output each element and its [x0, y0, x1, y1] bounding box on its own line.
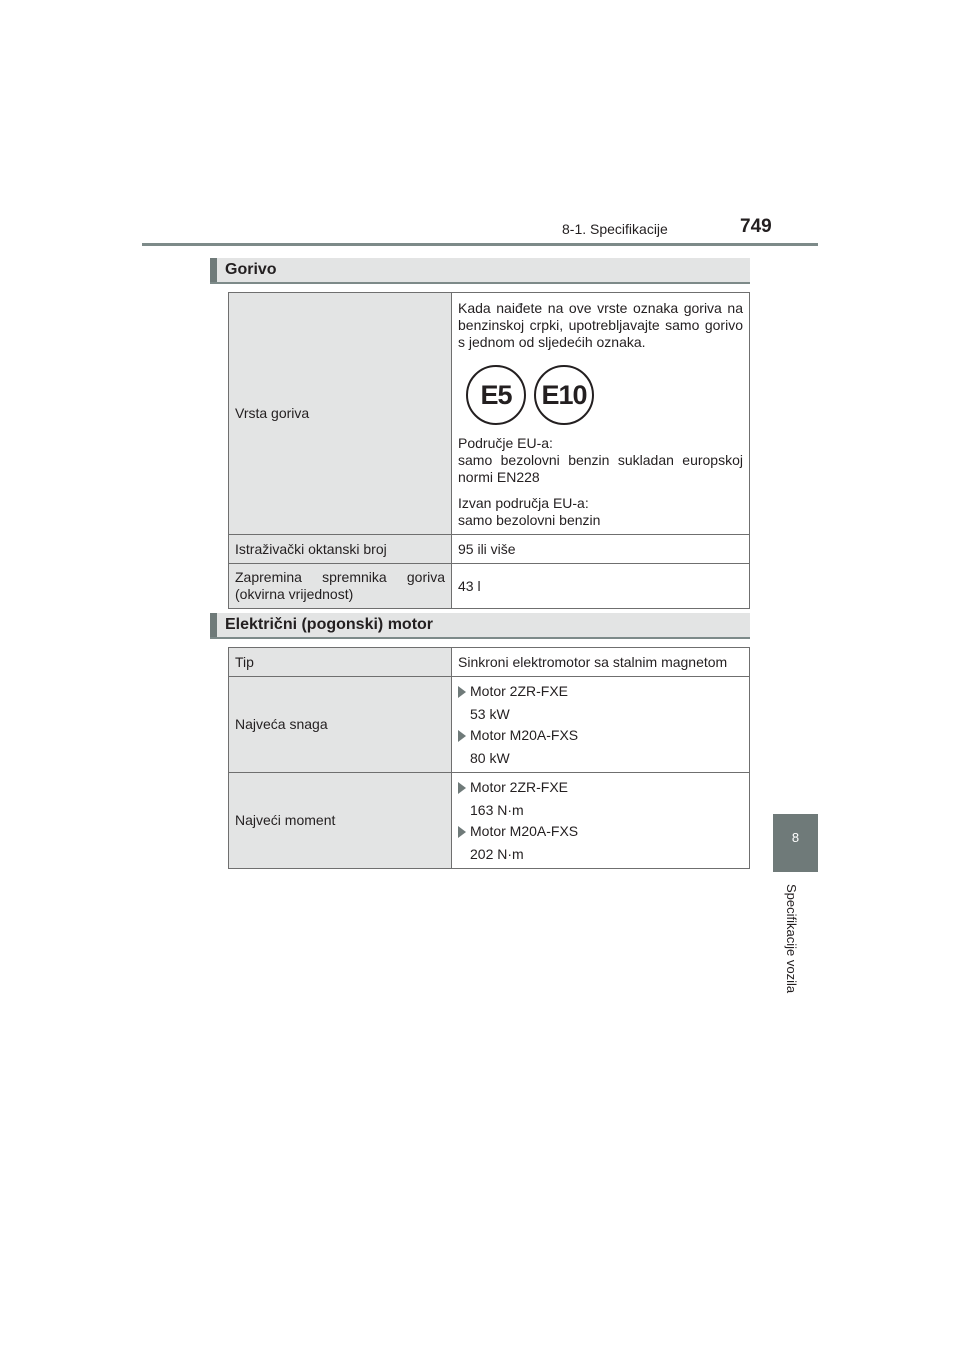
- table-row: [229, 773, 750, 869]
- power-model-1: Motor 2ZR-FXE: [470, 683, 569, 699]
- fuel-section-title: Gorivo: [225, 261, 277, 278]
- power-model-2: Motor M20A-FXS: [470, 727, 579, 743]
- octane-value: 95 ili više: [452, 535, 750, 564]
- table-row: [229, 293, 750, 535]
- list-item: [458, 821, 743, 843]
- power-value: [452, 677, 750, 773]
- fuel-table: [228, 292, 750, 609]
- e5-badge-icon: E5: [466, 365, 526, 425]
- motor-section-title: Električni (pogonski) motor: [225, 616, 434, 633]
- bullet-triangle-icon: [458, 686, 466, 698]
- motor-section-heading: [210, 613, 750, 639]
- page-number: 749: [740, 216, 772, 237]
- fuel-type-intro: Kada naiđete na ove vrste oznaka goriva na benzinskoj crpki, upotrebljavajte samo gorivo s jednom od sljedećih oznaka.: [458, 300, 743, 350]
- section-title: 8-1. Specifikacije: [562, 221, 668, 237]
- e10-badge-icon: E10: [534, 365, 594, 425]
- eu-text: samo bezolovni benzin sukladan europskoj normi EN228: [458, 452, 743, 485]
- motor-table: [228, 647, 750, 869]
- list-item: [458, 725, 743, 747]
- bullet-triangle-icon: [458, 782, 466, 794]
- chapter-number: 8: [791, 830, 800, 845]
- torque-label: Najveći moment: [229, 773, 452, 869]
- chapter-label: Specifikacije vozila: [784, 884, 799, 994]
- header-divider: [142, 243, 818, 246]
- fuel-section-heading: [210, 258, 750, 284]
- table-row: [229, 677, 750, 773]
- eu-heading: Područje EU-a:: [458, 435, 553, 451]
- octane-label: Istraživački oktanski broj: [229, 535, 452, 564]
- motor-type-value: Sinkroni elektromotor sa stalnim magnetom: [452, 648, 750, 677]
- torque-value: [452, 773, 750, 869]
- power-value-2: 80 kW: [470, 749, 510, 766]
- bullet-triangle-icon: [458, 730, 466, 742]
- non-eu-heading: Izvan područja EU-a:: [458, 495, 589, 511]
- power-label: Najveća snaga: [229, 677, 452, 773]
- torque-model-1: Motor 2ZR-FXE: [470, 779, 569, 795]
- fuel-type-value: [452, 293, 750, 535]
- tank-label: Zapremina spremnika goriva (okvirna vrijednost): [229, 564, 452, 609]
- heading-marker: [210, 613, 217, 637]
- fuel-badges: [466, 365, 743, 425]
- table-row: [229, 564, 750, 609]
- tank-value: 43 l: [452, 564, 750, 609]
- table-row: [229, 648, 750, 677]
- non-eu-text: samo bezolovni benzin: [458, 512, 601, 528]
- fuel-type-label: Vrsta goriva: [229, 293, 452, 535]
- torque-model-2: Motor M20A-FXS: [470, 823, 579, 839]
- list-item: [458, 681, 743, 703]
- table-row: [229, 535, 750, 564]
- heading-marker: [210, 258, 217, 282]
- torque-value-1: 163 N·m: [470, 801, 524, 818]
- bullet-triangle-icon: [458, 826, 466, 838]
- torque-value-2: 202 N·m: [470, 845, 524, 862]
- motor-type-label: Tip: [229, 648, 452, 677]
- power-value-1: 53 kW: [470, 705, 510, 722]
- list-item: [458, 777, 743, 799]
